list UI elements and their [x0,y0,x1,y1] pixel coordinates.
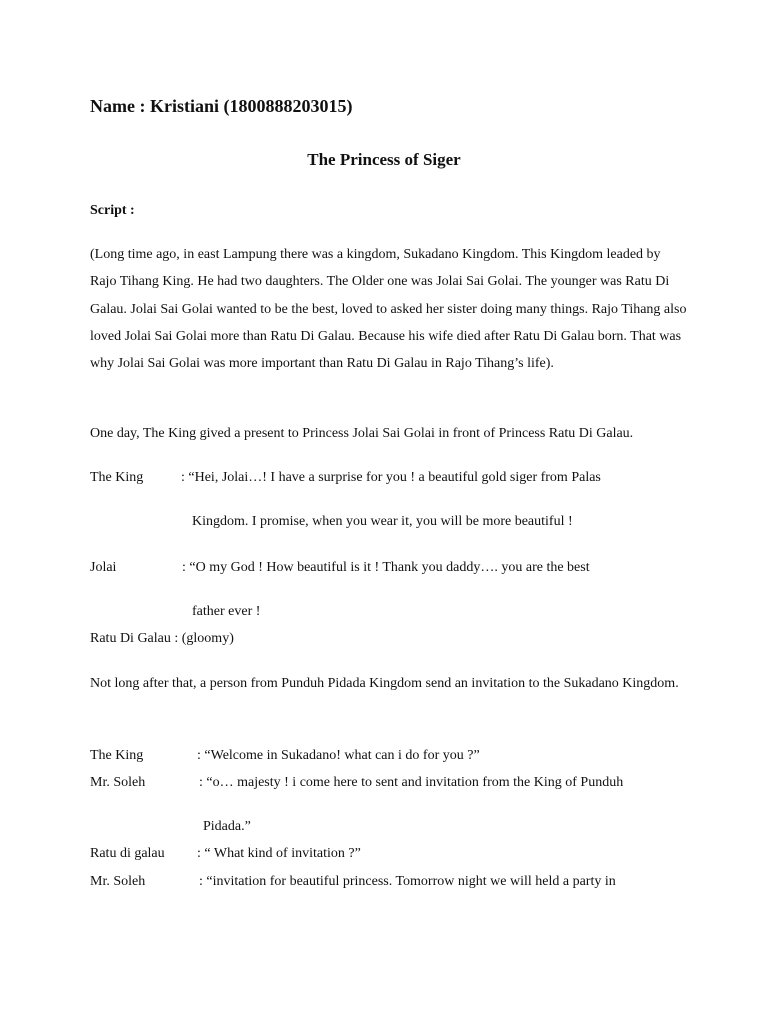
dialogue-line-continued: Kingdom. I promise, when you wear it, you will be more beautiful ! [192,514,573,529]
narration-paragraph: One day, The King gived a present to Princess Jolai Sai Golai in front of Princess Ratu Di Galau. [90,426,634,441]
document-title: The Princess of Siger [307,150,461,169]
dialogue-line: : “Hei, Jolai…! I have a surprise for you ! a beautiful gold siger from Palas [181,470,601,485]
dialogue-line: : “ What kind of invitation ?” [197,846,361,861]
dialogue-line-continued: father ever ! [192,604,261,619]
speaker-label: Mr. Soleh [90,775,146,790]
speaker-label: Mr. Soleh [90,874,146,889]
dialogue-line: : “O my God ! How beautiful is it ! Thank you daddy…. you are the best [182,560,590,575]
speaker-label: Jolai [90,560,117,575]
student-name-line: Name : Kristiani (1800888203015) [90,96,353,116]
script-label: Script : [90,203,135,218]
speaker-label: The King [90,748,144,763]
dialogue-line: : “o… majesty ! i come here to sent and invitation from the King of Punduh [199,775,624,790]
dialogue-line: : “invitation for beautiful princess. Tomorrow night we will held a party in [199,874,616,889]
stage-direction-line: Ratu Di Galau : (gloomy) [90,631,234,646]
dialogue-line: : “Welcome in Sukadano! what can i do for you ?” [197,748,480,763]
speaker-label: The King [90,470,144,485]
speaker-label: Ratu di galau [90,846,165,861]
intro-paragraph: (Long time ago, in east Lampung there was a kingdom, Sukadano Kingdom. This Kingdom leaded by Rajo Tihang King. He had two daughters. The Older one was Jolai Sai Golai. The younger was Ratu Di Galau. Jolai Sai Golai wanted to be the best, loved to asked her sister doing many things. Rajo Tihang also loved Jolai Sai Golai more than Ratu Di Galau. Because his wife died after Ratu Di Galau born. That was why Jolai Sai Golai was more important than Ratu Di Galau in Rajo Tihang’s life). [90,247,687,372]
dialogue-line-continued: Pidada.” [203,819,251,834]
narration-paragraph: Not long after that, a person from Punduh Pidada Kingdom send an invitation to the Sukadano Kingdom. [90,676,679,691]
